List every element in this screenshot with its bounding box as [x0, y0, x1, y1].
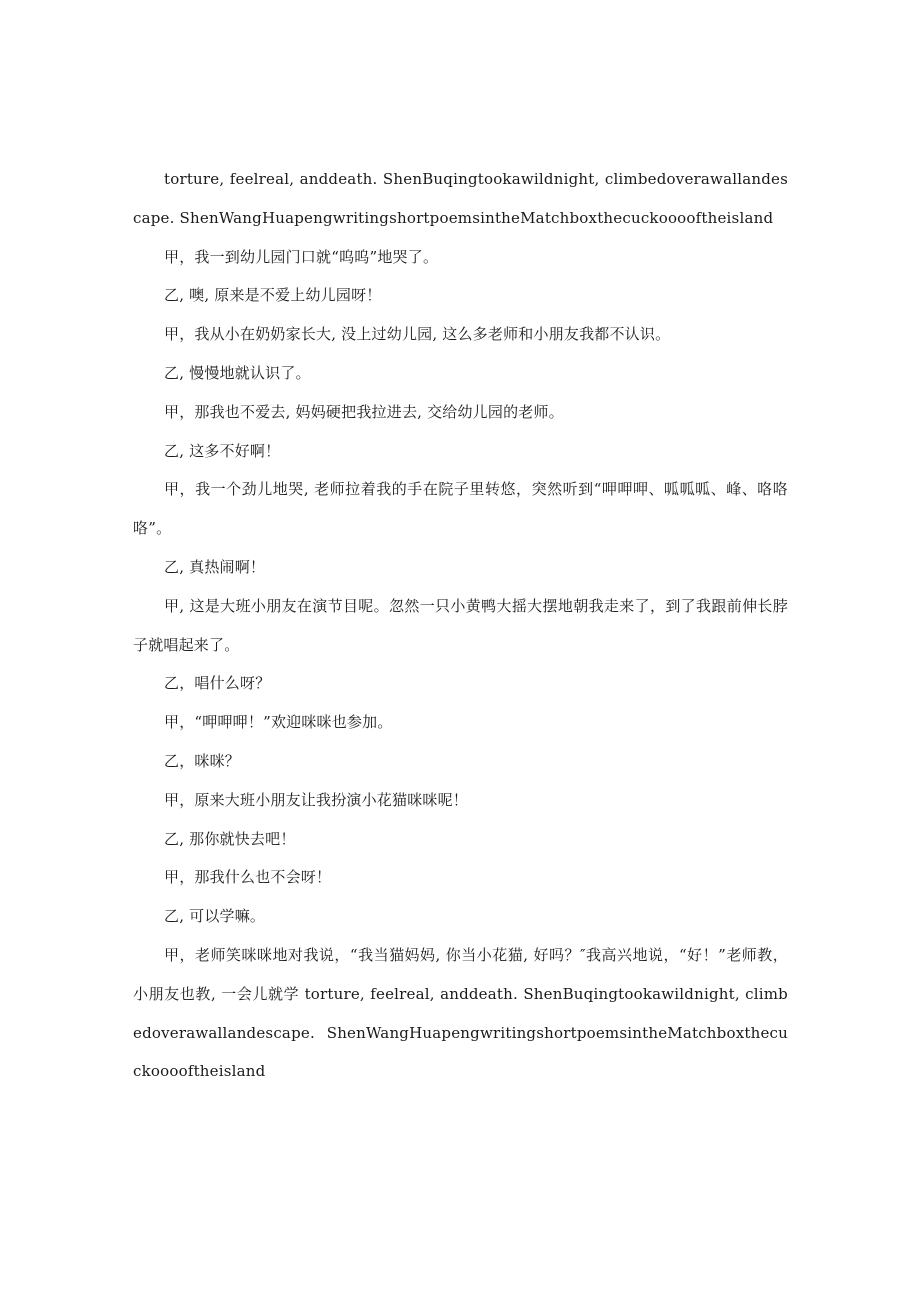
- paragraph: torture, feelreal, anddeath. ShenBuqingtookawildnight, climbedoverawallandescape. ShenWangHuapengwritingshortpoemsintheMatchboxthecuckooooftheisland: [133, 170, 788, 227]
- paragraph: 乙，咪咪？: [164, 751, 241, 770]
- body-text: [133, 160, 788, 1091]
- paragraph: 甲，我从小在奶奶家长大, 没上过幼儿园, 这么多老师和小朋友我都不认识。: [164, 325, 671, 344]
- paragraph: 甲，老师笑咪咪地对我说，“我当猫妈妈, 你当小花猫, 好吗？″我高兴地说，“好！”老师教，小朋友也教, 一会儿就学 torture, feelreal, anddeath. ShenBuqingtookawildnight, climbedoverawallandescape. ShenWangHuapengwritingshortpoemsintheMatchboxthecuckooooftheisland: [133, 945, 788, 1081]
- paragraph: 乙, 可以学嘛。: [164, 907, 266, 926]
- paragraph: 甲, 这是大班小朋友在演节目呢。忽然一只小黄鸭大摇大摆地朝我走来了，到了我跟前伸长脖子就唱起来了。: [133, 596, 788, 654]
- paragraph: 甲，那我也不爱去, 妈妈硬把我拉进去, 交给幼儿园的老师。: [164, 402, 564, 421]
- paragraph: 甲，那我什么也不会呀！: [164, 868, 332, 887]
- paragraph: 乙, 噢, 原来是不爱上幼儿园呀！: [164, 286, 382, 305]
- paragraph: 乙, 这多不好啊！: [164, 441, 281, 460]
- paragraph: 乙, 慢慢地就认识了。: [164, 363, 311, 382]
- paragraph: 乙, 那你就快去吧！: [164, 829, 296, 848]
- paragraph: 甲，原来大班小朋友让我扮演小花猫咪咪呢！: [164, 790, 469, 809]
- paragraph: 乙, 真热闹啊！: [164, 557, 266, 576]
- paragraph: 甲，我一个劲儿地哭, 老师拉着我的手在院子里转悠，突然听到“呷呷呷、呱呱呱、峰、咯咯咯”。: [133, 480, 788, 538]
- paragraph: 乙，唱什么呀？: [164, 674, 271, 693]
- paragraph: 甲，“呷呷呷！”欢迎咪咪也参加。: [164, 713, 393, 732]
- paragraph: 甲，我一到幼儿园门口就“呜呜”地哭了。: [164, 247, 439, 266]
